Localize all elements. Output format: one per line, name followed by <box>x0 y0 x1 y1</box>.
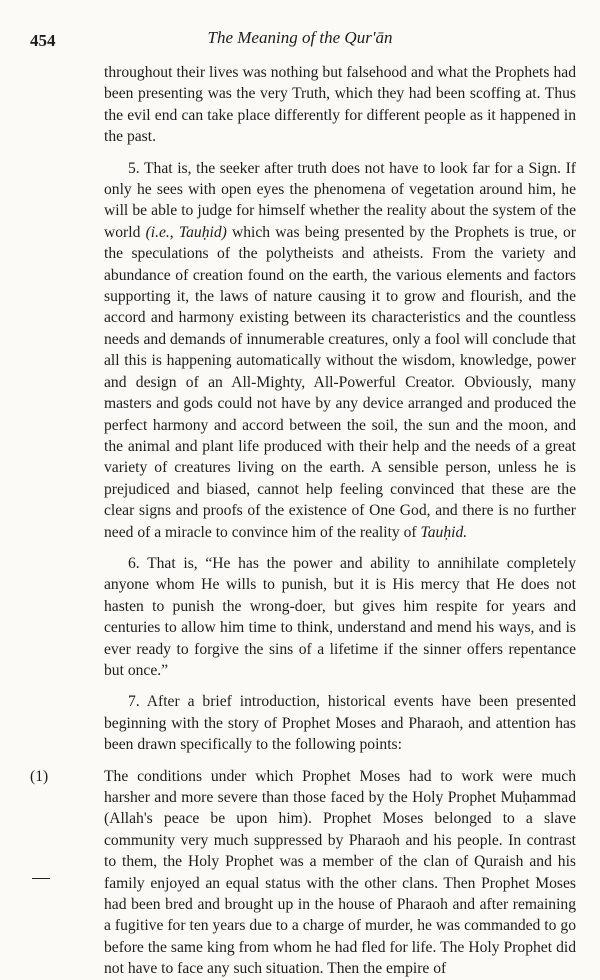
list-item-text: The conditions under which Prophet Moses had to work were much harsher and more severe than those faced by the Holy Prophet Muḥammad (Allah's peace be upon him). Prophet Moses belonged to a slave community very much suppressed by Pharaoh and his people. In contrast to them, the Holy Prophet was a member of the clan of Quraish and his family enjoyed an equal status with the other clans. Then Prophet Moses had been bred and brought up in the house of Pharaoh and after remaining a fugitive for ten years due to a charge of murder, he was commanded to go before the same king from whom he had fled for life. The Holy Prophet did not have to face any such situation. Then the empire of <box>104 767 576 978</box>
running-title: The Meaning of the Qur'ān <box>207 28 393 47</box>
footnote-rule <box>32 878 50 879</box>
page-header <box>0 28 600 52</box>
continuation-paragraph: throughout their lives was nothing but falsehood and what the Prophets had been presenting was the very Truth, which they had been scoffing at. Thus the evil end can take place differently for different people as it happened in the past. <box>104 64 576 146</box>
note-5-italic-2: Tauḥid. <box>420 523 468 541</box>
list-item-number: (1) <box>30 767 49 785</box>
list-item-1 <box>30 766 576 980</box>
note-5-italic-1: (i.e., Tauḥid) <box>145 223 227 241</box>
note-5-text-1: 5. That is, the seeker after truth does not have to look far for a Sign. If only he sees with open eyes the phenomena of vegetation around him, he will be able to judge for himself whether the reality about the system of the world <box>104 159 576 241</box>
page-body <box>30 62 576 980</box>
note-7: 7. After a brief introduction, historical events have been presented beginning with the story of Prophet Moses and Pharaoh, and attention has been drawn specifically to the following points: <box>104 693 576 754</box>
page-number: 454 <box>30 31 56 50</box>
note-5 <box>30 158 576 543</box>
note-6: 6. That is, “He has the power and ability to annihilate completely anyone whom He wills to punish, but it is His mercy that He does not hasten to punish the wrong-doer, but gives him respite for years and centuries to allow him time to think, understand and mend his ways, and is ever ready to forgive the sins of a lifetime if the sinner offers repentance but once.” <box>104 554 576 679</box>
note-5-text-2: which was being presented by the Prophets is true, or the speculations of the polytheists and atheists. From the variety and abundance of creation found on the earth, the various elements and factors supporting it, the laws of nature causing it to grow and flourish, and the accord and harmony existing between its characteristics and the countless needs and demands of innumerable creatures, only a fool will conclude that all this is happening automatically without the wisdom, knowledge, power and design of an All-Mighty, All-Powerful Creator. Obviously, many masters and gods could not have by any device arranged and produced the perfect harmony and accord between the soil, the sun and the moon, and the animal and plant life produced with their help and the needs of a great variety of creatures living on the earth. A sensible person, unless he is prejudiced and biased, cannot help feeling convinced that these are the clear signs and proofs of the existence of One God, and there is no further need of a miracle to convince him of the reality of <box>104 223 577 541</box>
